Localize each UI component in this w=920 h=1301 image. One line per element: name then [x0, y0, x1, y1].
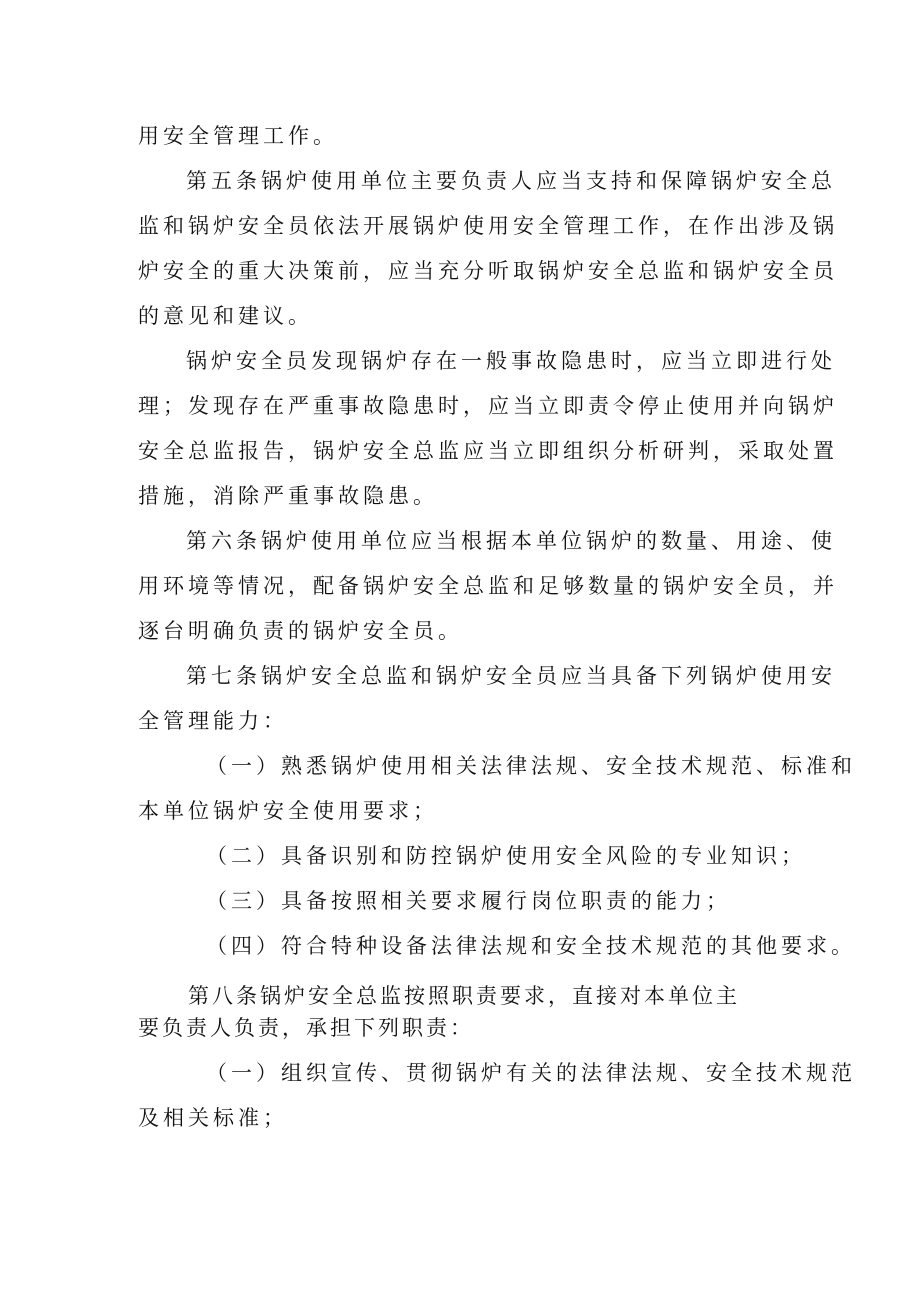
- text-line: 措施，消除严重事故隐患。: [138, 484, 438, 508]
- text-line: 理；发现存在严重事故隐患时，应当立即责令停止使用并向锅炉: [138, 394, 838, 418]
- text-line: 要负责人负责，承担下列职责：: [138, 1016, 474, 1040]
- article-6-line: 第六条锅炉使用单位应当根据本单位锅炉的数量、用途、使: [186, 529, 836, 553]
- text-line: 用安全管理工作。: [138, 124, 338, 148]
- text-line: 监和锅炉安全员依法开展锅炉使用安全管理工作，在作出涉及锅: [138, 214, 838, 238]
- article-8-line: 第八条锅炉安全总监按照职责要求，直接对本单位主: [188, 984, 740, 1008]
- list-item-4: （四）符合特种设备法律法规和安全技术规范的其他要求。: [206, 934, 856, 958]
- text-line: 及相关标准；: [138, 1106, 288, 1130]
- list-item-1: （一）组织宣传、贯彻锅炉有关的法律法规、安全技术规范: [206, 1061, 856, 1085]
- list-item-3: （三）具备按照相关要求履行岗位职责的能力；: [206, 889, 731, 913]
- article-5-line: 第五条锅炉使用单位主要负责人应当支持和保障锅炉安全总: [186, 169, 836, 193]
- text-line: 安全总监报告，锅炉安全总监应当立即组织分析研判，采取处置: [138, 439, 838, 463]
- paragraph-start-line: 锅炉安全员发现锅炉存在一般事故隐患时，应当立即进行处: [186, 349, 836, 373]
- list-item-1: （一）熟悉锅炉使用相关法律法规、安全技术规范、标准和: [206, 754, 856, 778]
- text-line: 逐台明确负责的锅炉安全员。: [138, 619, 463, 643]
- text-line: 的意见和建议。: [138, 304, 313, 328]
- text-line: 炉安全的重大决策前，应当充分听取锅炉安全总监和锅炉安全员: [138, 259, 838, 283]
- text-line: 用环境等情况，配备锅炉安全总监和足够数量的锅炉安全员，并: [138, 574, 838, 598]
- list-item-2: （二）具备识别和防控锅炉使用安全风险的专业知识；: [206, 844, 806, 868]
- text-line: 全管理能力：: [138, 709, 288, 733]
- article-7-line: 第七条锅炉安全总监和锅炉安全员应当具备下列锅炉使用安: [186, 664, 836, 688]
- text-line: 本单位锅炉安全使用要求；: [138, 799, 438, 823]
